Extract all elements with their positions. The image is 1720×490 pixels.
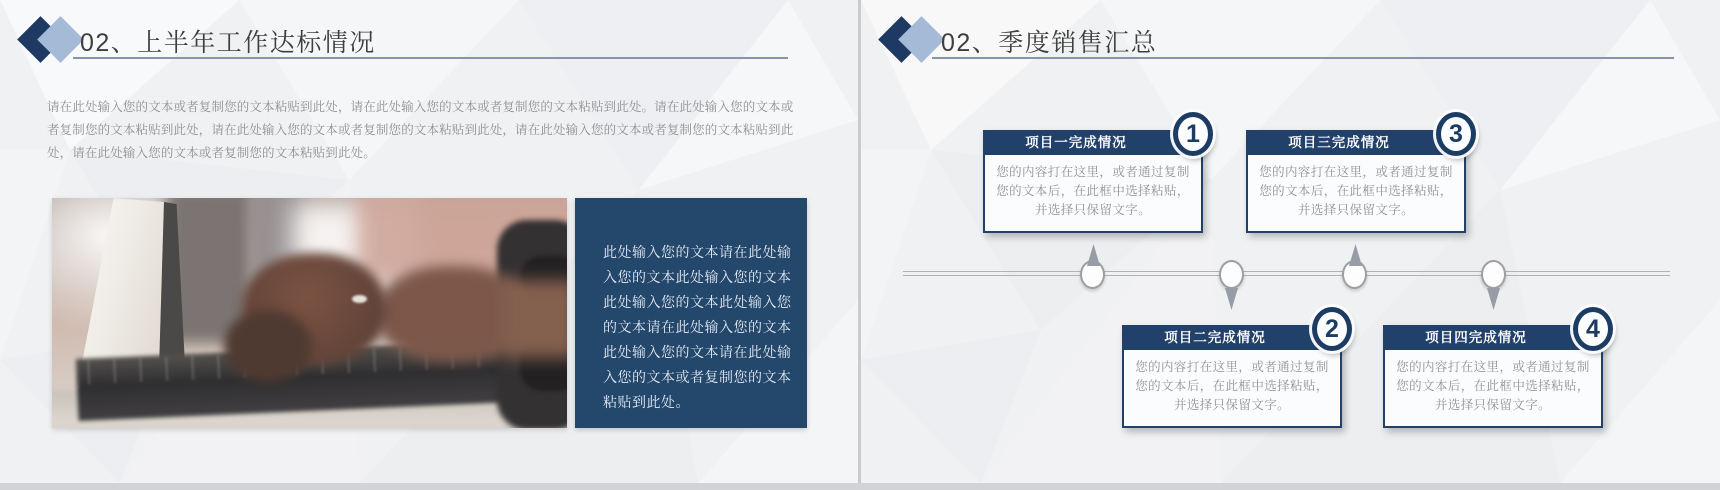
highlight-text-box bbox=[575, 198, 807, 428]
item-body-text: 您的内容打在这里，或者通过复制您的文本后，在此框中选择粘贴，并选择只保留文字。 bbox=[1135, 360, 1329, 412]
item-header: 项目一完成情况 bbox=[983, 130, 1203, 155]
highlight-text: 此处输入您的文本请在此处输入您的文本此处输入您的文本此处输入您的文本此处输入您的文本请在此处输入您的文本此处输入您的文本请在此处输入您的文本或者复制您的文本粘贴到此处。 bbox=[603, 244, 792, 410]
laptop-typing-photo bbox=[52, 198, 567, 428]
item-body-text: 您的内容打在这里，或者通过复制您的文本后，在此框中选择粘贴，并选择只保留文字。 bbox=[996, 165, 1190, 217]
photo-fingers bbox=[224, 310, 312, 382]
item-body-text: 您的内容打在这里，或者通过复制您的文本后，在此框中选择粘贴，并选择只保留文字。 bbox=[1259, 165, 1453, 217]
timeline-item-box bbox=[983, 120, 1203, 233]
item-header: 项目三完成情况 bbox=[1246, 130, 1466, 155]
timeline-node bbox=[1481, 260, 1506, 289]
timeline-line bbox=[903, 271, 1670, 276]
timeline-item-box bbox=[1383, 315, 1603, 428]
item-number-badge: 3 bbox=[1436, 112, 1476, 156]
slide-right[interactable] bbox=[861, 0, 1720, 483]
slide-left[interactable] bbox=[0, 0, 858, 483]
bottom-strip bbox=[0, 483, 1720, 490]
item-header: 项目二完成情况 bbox=[1122, 325, 1342, 350]
item-number-badge: 1 bbox=[1173, 112, 1213, 156]
title-underline bbox=[73, 57, 788, 59]
slide-title: 02、季度销售汇总 bbox=[941, 29, 1158, 57]
timeline-node bbox=[1219, 260, 1244, 289]
title-underline bbox=[932, 57, 1674, 59]
timeline-item-box bbox=[1246, 120, 1466, 233]
item-number-badge: 2 bbox=[1312, 307, 1352, 351]
slide-title: 02、上半年工作达标情况 bbox=[80, 29, 376, 57]
photo-ring-highlight bbox=[352, 295, 367, 303]
item-header: 项目四完成情况 bbox=[1383, 325, 1603, 350]
placeholder-paragraph: 请在此处输入您的文本或者复制您的文本粘贴到此处，请在此处输入您的文本或者复制您的文本粘贴到此处。请在此处输入您的文本或者复制您的文本粘贴到此处，请在此处输入您的文本或者复制您的文本粘贴到此处，请在此处输入您的文本或者复制您的文本粘贴到此处，请在此处输入您的文本或者复制您的文本粘贴到此处。 bbox=[47, 100, 794, 160]
item-number-badge: 4 bbox=[1573, 307, 1613, 351]
timeline-item-box bbox=[1122, 315, 1342, 428]
photo-arm bbox=[502, 280, 567, 358]
item-body-text: 您的内容打在这里，或者通过复制您的文本后，在此框中选择粘贴，并选择只保留文字。 bbox=[1396, 360, 1590, 412]
